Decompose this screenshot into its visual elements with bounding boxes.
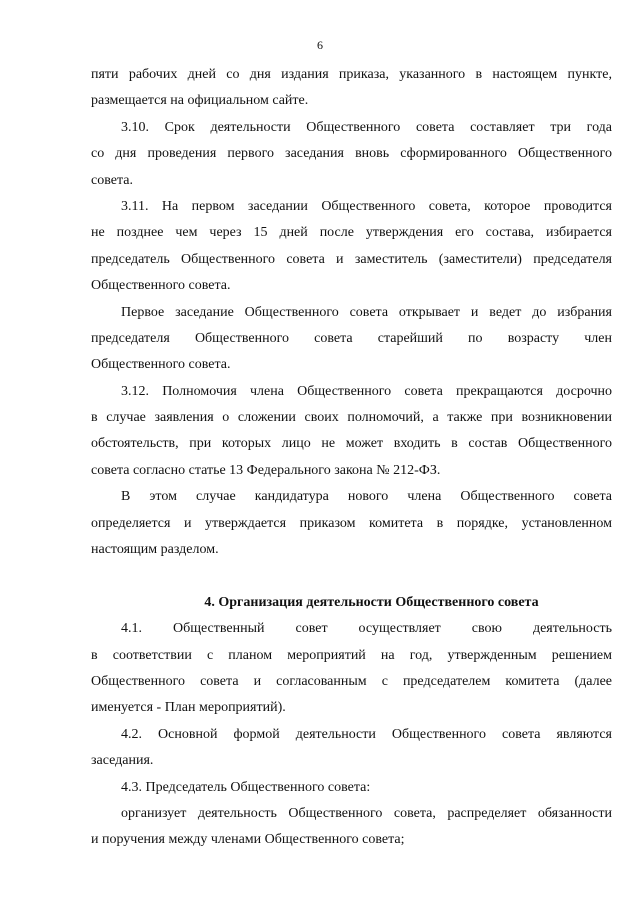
text-line: обстоятельств, при которых лицо не может входить в состав Общественного [91, 436, 612, 452]
text-line: Общественного совета и согласованным с председателем комитета (далее [91, 673, 612, 689]
text-line: председатель Общественного совета и заместитель (заместители) председателя [91, 251, 612, 267]
paragraph-3-10: 3.10. Срок деятельности Общественного совета составляет три года [121, 119, 612, 135]
document-body [91, 62, 612, 854]
text-line: и поручения между членами Общественного совета; [91, 832, 405, 848]
text-line: определяется и утверждается приказом комитета в порядке, установленном [91, 515, 612, 531]
section-heading: 4. Организация деятельности Общественного совета [204, 594, 539, 610]
paragraph-candidate: В этом случае кандидатура нового члена Общественного совета [121, 489, 612, 505]
text-line: со дня проведения первого заседания вновь сформированного Общественного [91, 146, 612, 162]
text-line: настоящим разделом. [91, 542, 219, 558]
text-line: в случае заявления о сложении своих полномочий, а также при возникновении [91, 410, 612, 426]
text-line: в соответствии с планом мероприятий на год, утвержденным решением [91, 647, 612, 663]
text-line: совета согласно статье 13 Федерального закона № 212-ФЗ. [91, 462, 441, 478]
paragraph-3-11: 3.11. На первом заседании Общественного совета, которое проводится [121, 198, 612, 214]
text-line: размещается на официальном сайте. [91, 93, 309, 109]
paragraph-4-1: 4.1. Общественный совет осуществляет свою деятельность [121, 621, 612, 637]
paragraph-organizes: организует деятельность Общественного совета, распределяет обязанности [121, 805, 612, 821]
paragraph-4-3: 4.3. Председатель Общественного совета: [121, 779, 371, 795]
paragraph-3-12: 3.12. Полномочия члена Общественного совета прекращаются досрочно [121, 383, 612, 399]
text-line: заседания. [91, 753, 154, 769]
text-line: председателя Общественного совета старейший по возрасту член [91, 330, 612, 346]
text-line: не позднее чем через 15 дней после утверждения его состава, избирается [91, 225, 612, 241]
text-line: совета. [91, 172, 133, 188]
text-line: Общественного совета. [91, 357, 231, 373]
text-line: Общественного совета. [91, 278, 231, 294]
paragraph-first-meeting: Первое заседание Общественного совета открывает и ведет до избрания [121, 304, 612, 320]
paragraph-4-2: 4.2. Основной формой деятельности Общественного совета являются [121, 726, 612, 742]
text-line: пяти рабочих дней со дня издания приказа, указанного в настоящем пункте, [91, 67, 612, 82]
blank-line [91, 563, 612, 589]
text-line: именуется - План мероприятий). [91, 700, 286, 716]
page-number: 6 [317, 38, 323, 52]
